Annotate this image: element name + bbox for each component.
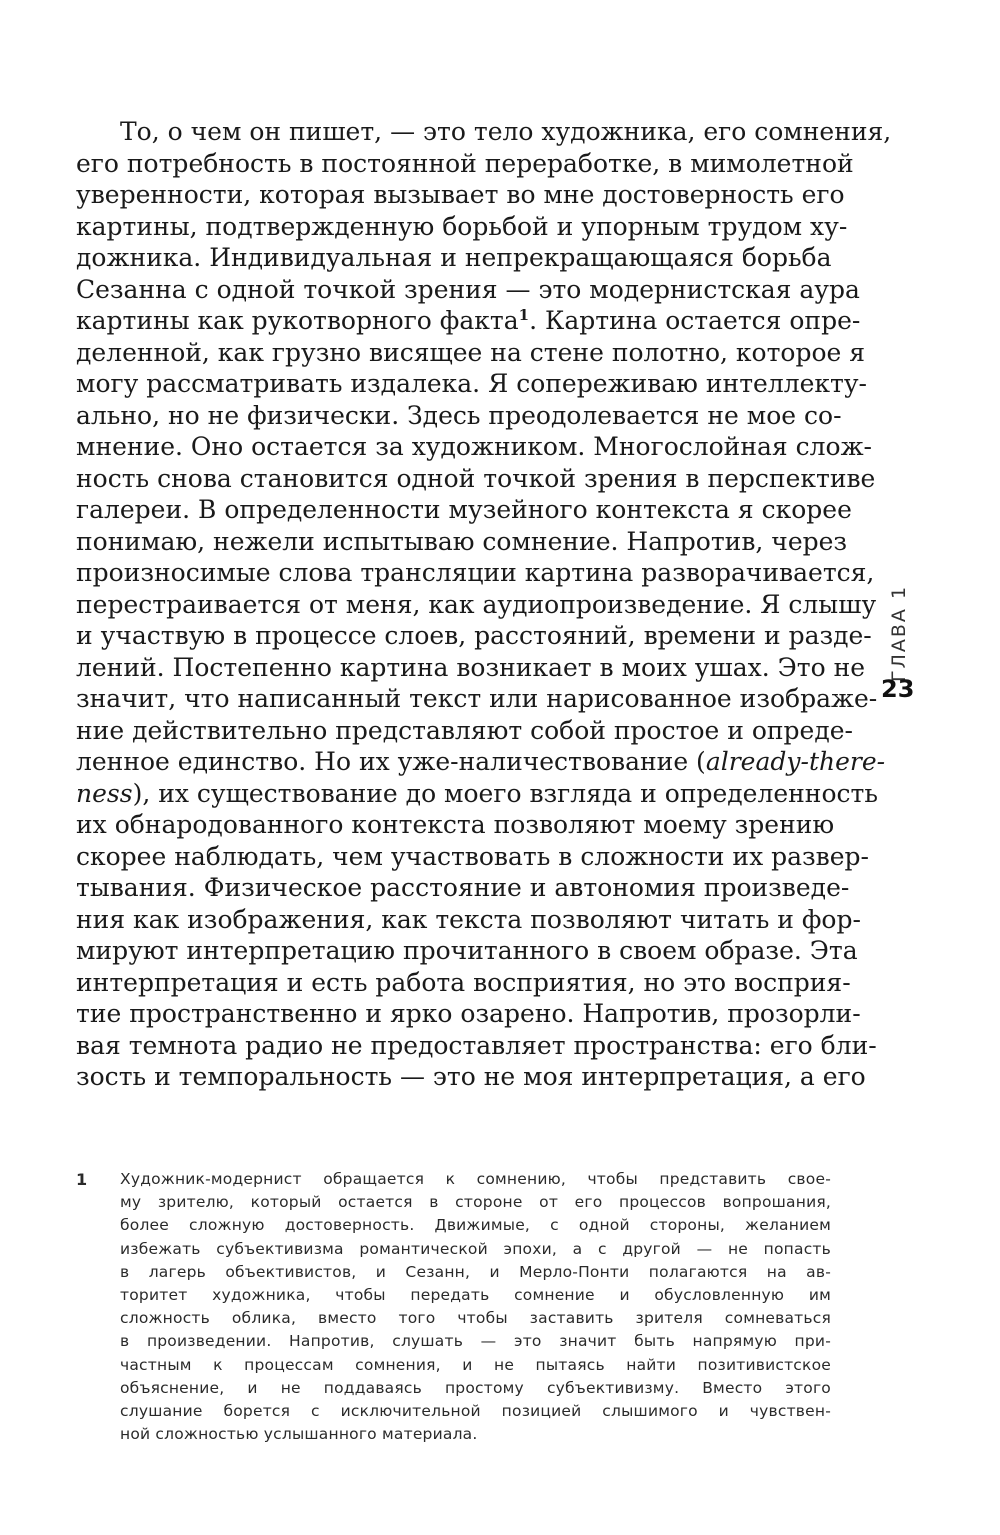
footnote-line: в лагерь объективистов, и Сезанн, и Мерло-Понти полагаются на ав- <box>120 1262 831 1281</box>
footnote-number: 1 <box>76 1170 88 1189</box>
text-line: вая темнота радио не предоставляет пространства: его бли- <box>76 1030 877 1060</box>
chapter-label: ГЛАВА 1 <box>888 584 910 682</box>
text-segment: картины как рукотворного факта <box>76 306 519 335</box>
text-line: ность снова становится одной точкой зрения в перспективе <box>76 463 876 493</box>
footnote-line: Художник-модернист обращается к сомнению, чтобы представить свое- <box>120 1170 831 1188</box>
text-line: и участвую в процессе слоев, расстояний, времени и разде- <box>76 621 872 650</box>
text-line: картины как рукотворного факта$^1$. Картина остается опре- <box>76 306 861 335</box>
footnote-reference[interactable]: 1 <box>518 306 530 324</box>
text-line: тывания. Физическое расстояние и автономия произведе- <box>76 873 850 902</box>
footnote-line: более сложную достоверность. Движимые, с одной стороны, желанием <box>120 1216 831 1235</box>
text-line: зость и темпоральность — это не моя интерпретация, а его <box>76 1062 866 1091</box>
text-line: То, о чем он пишет, — это тело художника, его сомнения, <box>120 117 892 146</box>
text-line: перестраивается от меня, как аудиопроизведение. Я слышу <box>76 589 877 619</box>
footnote-line: слушание борется с исключительной позицией слышимого и чувствен- <box>120 1401 831 1420</box>
text-segment: ), их существование до моего взгляда и определенность <box>132 778 878 808</box>
text-line <box>76 746 886 778</box>
text-line: понимаю, нежели испытываю сомнение. Напротив, через <box>76 526 848 556</box>
italic-term: already-there- <box>705 747 886 776</box>
text-line: могу рассматривать издалека. Я сопереживаю интеллекту- <box>76 369 867 398</box>
text-line: скорее наблюдать, чем участвовать в сложности их развер- <box>76 841 869 871</box>
footnote-line: в произведении. Напротив, слушать — это значит быть напрямую при- <box>120 1332 831 1351</box>
main-text <box>76 116 892 1093</box>
text-line: ние действительно представляют собой простое и опреде- <box>76 715 853 745</box>
text-line: ально, но не физически. Здесь преодолевается не мое со- <box>76 400 842 430</box>
text-line: интерпретация и есть работа восприятия, но это восприя- <box>76 967 851 997</box>
text-segment: ленное единство. Но их уже-наличествование ( <box>76 747 706 776</box>
footnote-line: частным к процессам сомнения, и не пытаясь найти позитивистское <box>120 1355 831 1374</box>
text-line: мнение. Оно остается за художником. Многослойная слож- <box>76 432 873 461</box>
text-line: галереи. В определенности музейного контекста я скорее <box>76 495 852 524</box>
text-line: их обнародованного контекста позволяют моему зрению <box>76 810 835 839</box>
text-line: лений. Постепенно картина возникает в моих ушах. Это не <box>76 652 866 682</box>
text-line: уверенности, которая вызывает во мне достоверность его <box>76 180 845 209</box>
italic-term: ness <box>76 778 133 808</box>
text-segment: Картина остается опре- <box>544 306 861 335</box>
footnote-line: объяснение, и не поддаваясь простому субъективизму. Вместо этого <box>120 1378 831 1397</box>
text-line: значит, что написанный текст или нарисованное изображе- <box>76 684 878 713</box>
text-line: его потребность в постоянной переработке, в мимолетной <box>76 148 854 178</box>
text-line: произносимые слова трансляции картина разворачивается, <box>76 558 875 587</box>
footnote <box>76 1168 831 1446</box>
text-line: дожника. Индивидуальная и непрекращающаяся борьба <box>76 243 832 272</box>
text-line: Сезанна с одной точкой зрения — это модернистская аура <box>76 274 860 304</box>
footnote-body <box>120 1168 831 1446</box>
footnote-line: сложность облика, вместо того чтобы заставить зрителя сомневаться <box>120 1309 831 1328</box>
footnote-line: ной сложностью услышанного материала. <box>120 1425 478 1444</box>
text-line: ния как изображения, как текста позволяют читать и фор- <box>76 904 861 934</box>
text-line: тие пространственно и ярко озарено. Напротив, прозорли- <box>76 999 861 1028</box>
footnote-line: избежать субъективизма романтической эпохи, а с другой — не попасть <box>120 1239 831 1258</box>
text-line: деленной, как грузно висящее на стене полотно, которое я <box>76 337 866 367</box>
text-line <box>76 778 878 810</box>
text-line: мируют интерпретацию прочитанного в своем образе. Эта <box>76 936 858 965</box>
footnote-line: торитет художника, чтобы передать сомнение и обусловленную им <box>120 1285 831 1304</box>
text-line: картины, подтвержденную борьбой и упорным трудом ху- <box>76 211 848 241</box>
page-number: 23 <box>881 675 915 703</box>
footnote-line: му зрителю, который остается в стороне от его процессов вопрошания, <box>120 1193 831 1212</box>
